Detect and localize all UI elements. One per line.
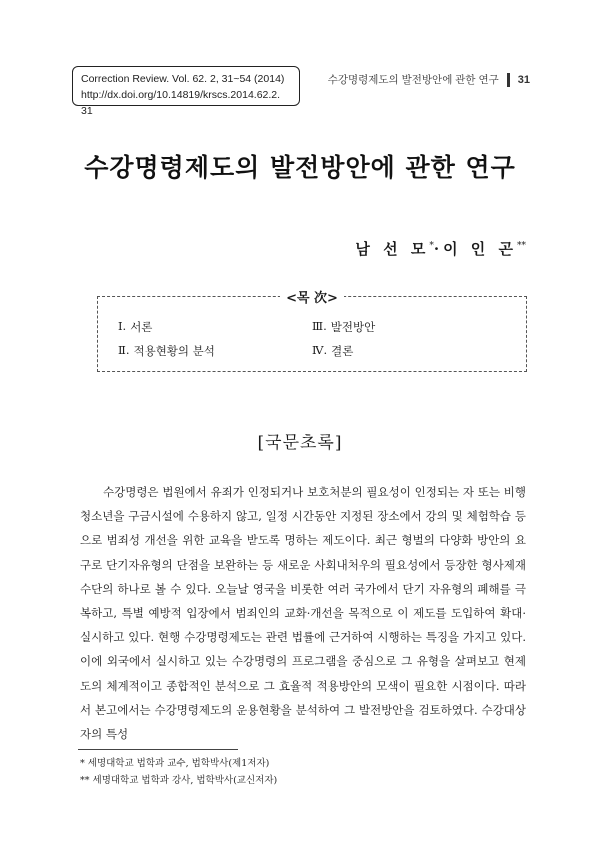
citation-box: [72, 66, 300, 117]
footnote-mark: **: [80, 775, 90, 786]
footnote-text: 세명대학교 법학과 교수, 법학박사(제1저자): [87, 758, 270, 769]
footnote-text: 세명대학교 법학과 강사, 법학박사(교신저자): [92, 775, 278, 786]
toc-item-number: Ⅱ.: [118, 343, 130, 357]
toc-item-number: Ⅰ.: [118, 319, 127, 333]
paper-title: 수강명령제도의 발전방안에 관한 연구: [84, 153, 516, 182]
abstract-heading: [국문초록]: [257, 433, 343, 453]
footnotes: [80, 755, 277, 789]
footnote-2: [80, 772, 277, 789]
toc-item-label: 결론: [331, 344, 354, 358]
toc-item-label: 서론: [130, 320, 153, 334]
author-1: 남 선 모: [355, 240, 430, 258]
table-of-contents: [97, 291, 527, 372]
author-1-mark: *: [429, 241, 434, 251]
footnote-mark: *: [80, 758, 85, 769]
abstract-body: 수강명령은 법원에서 유죄가 인정되거나 보호처분의 필요성이 인정되는 자 또는 비행청소년을 구금시설에 수용하지 않고, 일정 시간동안 지정된 장소에서 강의 및 체험학습 등으로 범죄성 개선을 위한 교육을 받도록 명하는 제도이다. 최근 형벌의 다양화 방안의 요구로 단기자유형의 단점을 보완하는 등 새로운 사회내처우의 필요성에서 등장한 형사제재 수단의 하나로 볼 수 있다. 오늘날 영국을 비롯한 여러 국가에서 단기 자유형의 폐해를 극복하고, 특별 예방적 입장에서 범죄인의 교화·개선을 목적으로 이 제도를 도입하여 확대·실시하고 있다. 현행 수강명령제도는 관련 법률에 근거하여 시행하는 특징을 가지고 있다. 이에 외국에서 실시하고 있는 수강명령의 프로그램을 중심으로 그 유형을 살펴보고 현제도의 체계적이고 종합적인 분석으로 그 효율적 적용방안의 모색이 필요한 시점이다. 따라서 본고에서는 수강명령제도의 운용현황을 분석하여 그 발전방안을 검토하였다. 수강대상자의 특성: [80, 485, 526, 742]
toc-item-number: Ⅳ.: [312, 343, 328, 357]
authors: [355, 238, 526, 259]
toc-heading: <목 次>: [280, 291, 344, 306]
citation-line-1: Correction Review. Vol. 62. 2, 31~54 (2014): [81, 73, 285, 85]
running-head-divider: [507, 73, 510, 87]
author-2: 이 인 곤: [443, 240, 517, 258]
footnote-1: [80, 755, 277, 772]
toc-item-number: Ⅲ.: [312, 319, 327, 333]
running-head-title: 수강명령제도의 발전방안에 관한 연구: [327, 74, 499, 86]
toc-item: [312, 343, 506, 359]
footnote-divider: [78, 749, 238, 750]
citation-doi-link[interactable]: http://dx.doi.org/10.14819/krscs.2014.62.2. 31: [81, 89, 281, 117]
toc-item-label: 발전방안: [330, 320, 376, 334]
page-number: 31: [517, 73, 530, 86]
author-2-mark: **: [517, 241, 526, 251]
toc-item-label: 적용현황의 분석: [133, 344, 215, 358]
running-head: [320, 72, 530, 87]
toc-item: [118, 319, 312, 335]
toc-items: [118, 319, 506, 359]
toc-item: [312, 319, 506, 335]
author-separator: ·: [433, 240, 444, 258]
toc-item: [118, 343, 312, 359]
